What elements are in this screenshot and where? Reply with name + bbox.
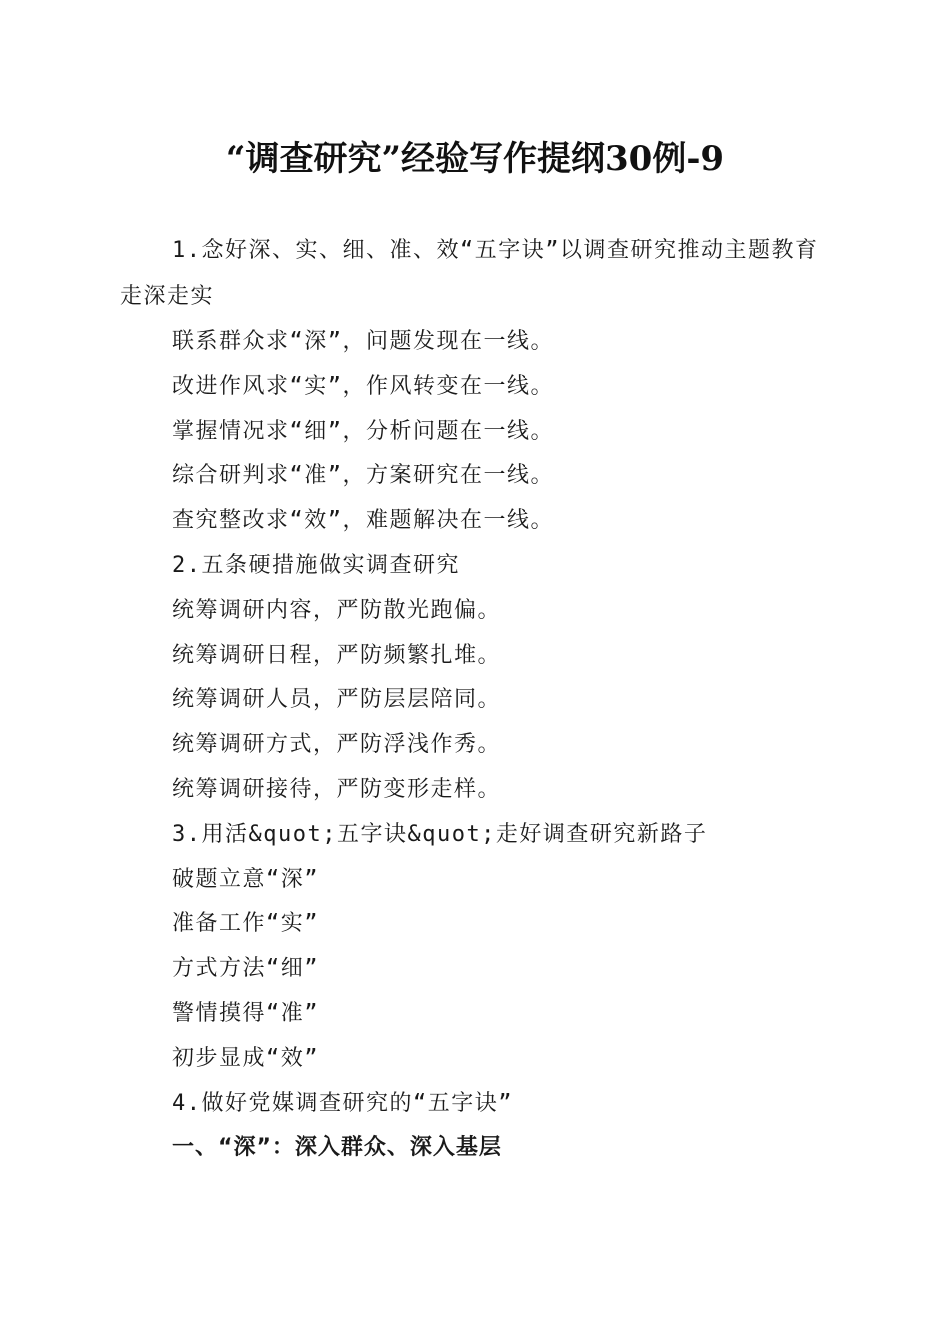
list-item: 统筹调研人员，严防层层陪同。 — [172, 687, 502, 713]
list-item: 联系群众求“深”，问题发现在一线。 — [172, 329, 554, 354]
list-item: 统筹调研内容，严防散光跑偏。 — [172, 597, 502, 623]
list-item: 统筹调研方式，严防浮浅作秀。 — [172, 732, 502, 758]
list-item: 掌握情况求“细”，分析问题在一线。 — [172, 418, 554, 444]
list-item: 方式方法“细” — [172, 956, 319, 982]
list-item: 准备工作“实” — [172, 911, 319, 937]
section-heading-1: 1.念好深、实、细、准、效“五字诀”以调查研究推动主题教育走深走实 — [120, 238, 819, 309]
subsection-heading: 一、“深”：深入群众、深入基层 — [172, 1135, 502, 1161]
list-item: 综合研判求“准”，方案研究在一线。 — [172, 463, 554, 489]
section-heading-4: 4.做好党媒调查研究的“五字诀” — [172, 1090, 513, 1116]
list-item: 统筹调研日程，严防频繁扎堆。 — [172, 642, 502, 668]
list-item: 查究整改求“效”，难题解决在一线。 — [172, 508, 554, 534]
list-item: 破题立意“深” — [172, 866, 319, 892]
list-item: 初步显成“效” — [172, 1045, 319, 1071]
list-item: 改进作风求“实”，作风转变在一线。 — [172, 373, 554, 399]
document-body — [120, 228, 832, 1171]
document-title: “调查研究”经验写作提纲30例-9 — [225, 139, 725, 179]
list-item: 统筹调研接待，严防变形走样。 — [172, 776, 502, 802]
section-heading-2: 2.五条硬措施做实调查研究 — [172, 552, 460, 578]
section-heading-3: 3.用活&quot;五字诀&quot;走好调查研究新路子 — [172, 821, 708, 847]
list-item: 警情摸得“准” — [172, 1000, 319, 1026]
